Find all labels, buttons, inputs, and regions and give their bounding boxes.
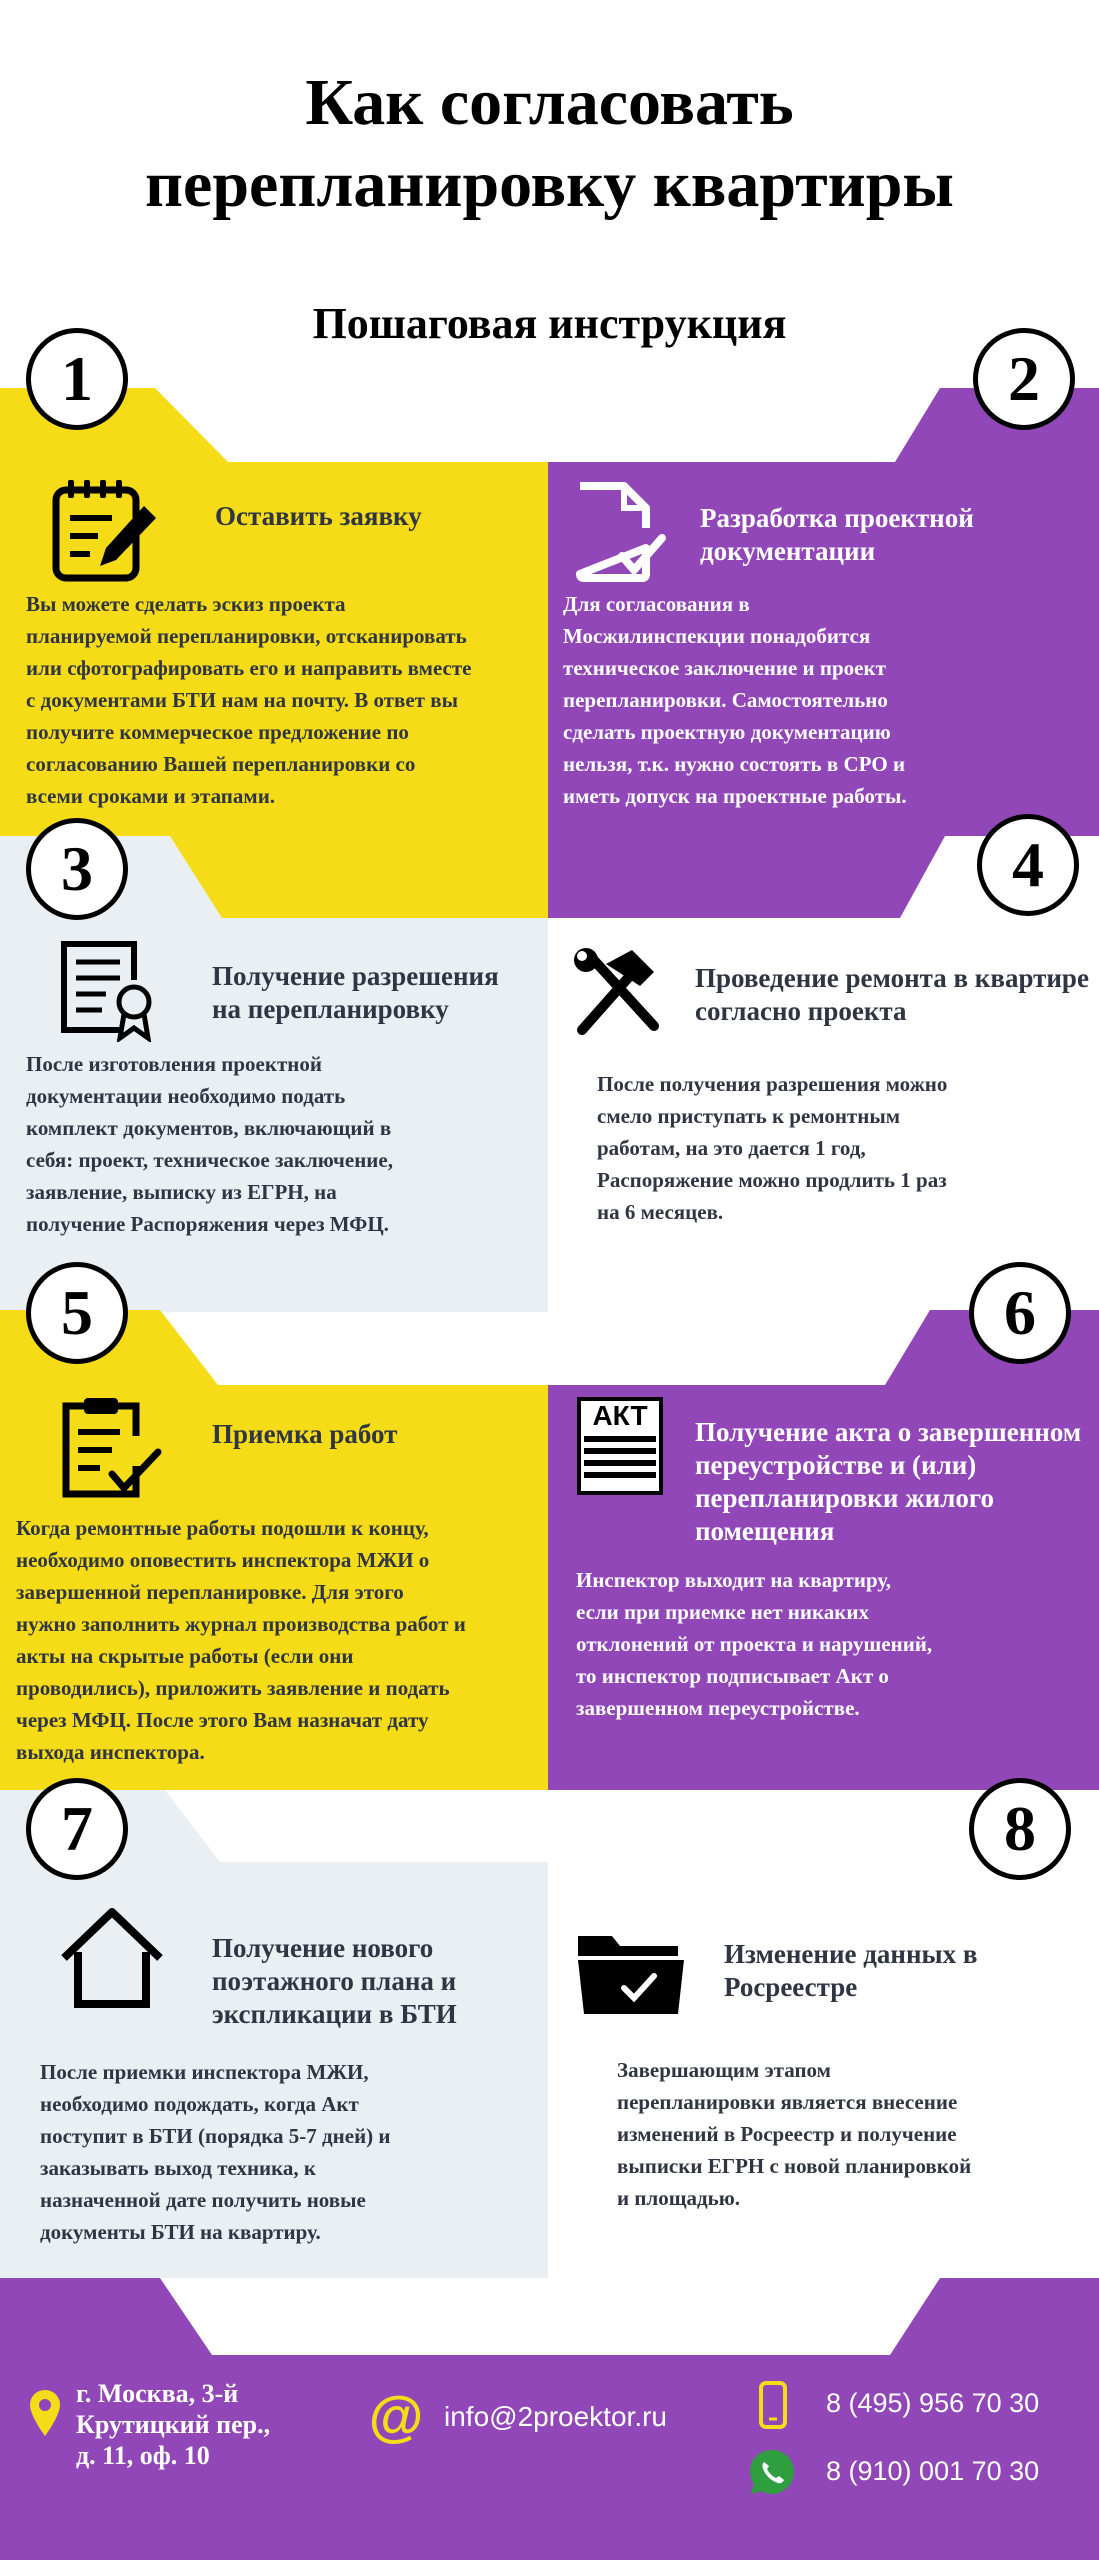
act-document-icon xyxy=(576,1396,664,1496)
step-6-number: 6 xyxy=(969,1262,1071,1364)
step-1-title: Оставить заявку xyxy=(215,501,422,531)
step-8-number: 8 xyxy=(969,1778,1071,1880)
step-5-number: 5 xyxy=(26,1262,128,1364)
step-1-number: 1 xyxy=(26,328,128,430)
step-2-title: Разработка проектной документации xyxy=(700,503,974,566)
page-title xyxy=(0,62,1099,226)
footer-address: г. Москва, 3-й Крутицкий пер., д. 11, оф. 10 xyxy=(76,2379,271,2470)
step-3-text: После изготовления проектной документации необходимо подать комплект документов, включающий в себя: проект, техническое заключение, заявление, выписку из ЕГРН, на получение Распоряжения через МФЦ. xyxy=(26,1052,393,1236)
step-7-text: После приемки инспектора МЖИ, необходимо подождать, когда Акт поступит в БТИ (порядка 5-7 дней) и заказывать выход техника, к назначенной дате получить новые документы БТИ на квартиру. xyxy=(40,2060,391,2244)
folder-check-icon xyxy=(574,1926,688,2018)
clipboard-check-icon xyxy=(60,1396,162,1498)
title-line-2: перепланировку квартиры xyxy=(145,148,954,221)
step-3-title: Получение разрешения на перепланировку xyxy=(212,961,499,1024)
step-6-title: Получение акта о завершенном переустройстве и (или) перепланировки жилого помещения xyxy=(695,1417,1082,1546)
step-3-number: 3 xyxy=(26,818,128,920)
footer-email[interactable]: info@2proektor.ru xyxy=(444,2401,667,2432)
title-line-1: Как согласовать xyxy=(305,66,794,139)
step-7-title: Получение нового поэтажного плана и экспликации в БТИ xyxy=(212,1933,457,2029)
step-4-text: После получения разрешения можно смело приступать к ремонтным работам, на это дается 1 год, Распоряжение можно продлить 1 раз на 6 месяцев. xyxy=(597,1072,948,1224)
step-1-text: Вы можете сделать эскиз проекта планируемой перепланировки, отсканировать или сфотографировать его и направить вместе с документами БТИ нам на почту. В ответ вы получите коммерческое предложение по согласованию Вашей перепланировки со всеми сроками и этапами. xyxy=(26,592,472,808)
footer-phone-1[interactable]: 8 (495) 956 70 30 xyxy=(826,2388,1040,2418)
document-check-icon xyxy=(570,482,666,582)
step-4-title: Проведение ремонта в квартире согласно проекта xyxy=(695,963,1089,1026)
step-4-number: 4 xyxy=(977,814,1079,916)
step-8-title: Изменение данных в Росреестре xyxy=(724,1939,978,2002)
step-8-text: Завершающим этапом перепланировки является внесение изменений в Росреестр и получение выписки ЕГРН с новой планировкой и площадью. xyxy=(617,2058,972,2210)
step-2-text: Для согласования в Мосжилинспекции понадобится техническое заключение и проект перепланировки. Самостоятельно сделать проектную документацию нельзя, т.к. нужно состоять в СРО и иметь допуск на проектные работы. xyxy=(563,592,907,808)
location-pin-icon xyxy=(28,2388,62,2438)
page-subtitle: Пошаговая инструкция xyxy=(312,299,787,348)
step-7-number: 7 xyxy=(26,1778,128,1880)
footer-phone-2[interactable]: 8 (910) 001 70 30 xyxy=(826,2456,1040,2486)
certificate-icon xyxy=(58,940,158,1042)
step-5-text: Когда ремонтные работы подошли к концу, необходимо оповестить инспектора МЖИ о завершенной перепланировке. Для этого нужно заполнить журнал производства работ и акты на скрытые работы (если они проводились), приложить заявление и подать через МФЦ. После этого Вам назначат дату выхода инспектора. xyxy=(16,1516,466,1764)
whatsapp-icon xyxy=(746,2446,798,2498)
house-icon xyxy=(58,1906,166,2010)
step-2-number: 2 xyxy=(973,328,1075,430)
step-6-text: Инспектор выходит на квартиру, если при приемке нет никаких отклонений от проекта и нарушений, то инспектор подписывает Акт о завершенном переустройстве. xyxy=(576,1568,933,1720)
phone-icon xyxy=(758,2380,788,2430)
act-label: АКТ xyxy=(592,1400,648,1431)
at-sign-icon: @ xyxy=(368,2384,424,2447)
hammer-wrench-icon xyxy=(570,946,666,1038)
step-5-title: Приемка работ xyxy=(212,1419,398,1449)
notepad-pencil-icon xyxy=(52,478,160,582)
